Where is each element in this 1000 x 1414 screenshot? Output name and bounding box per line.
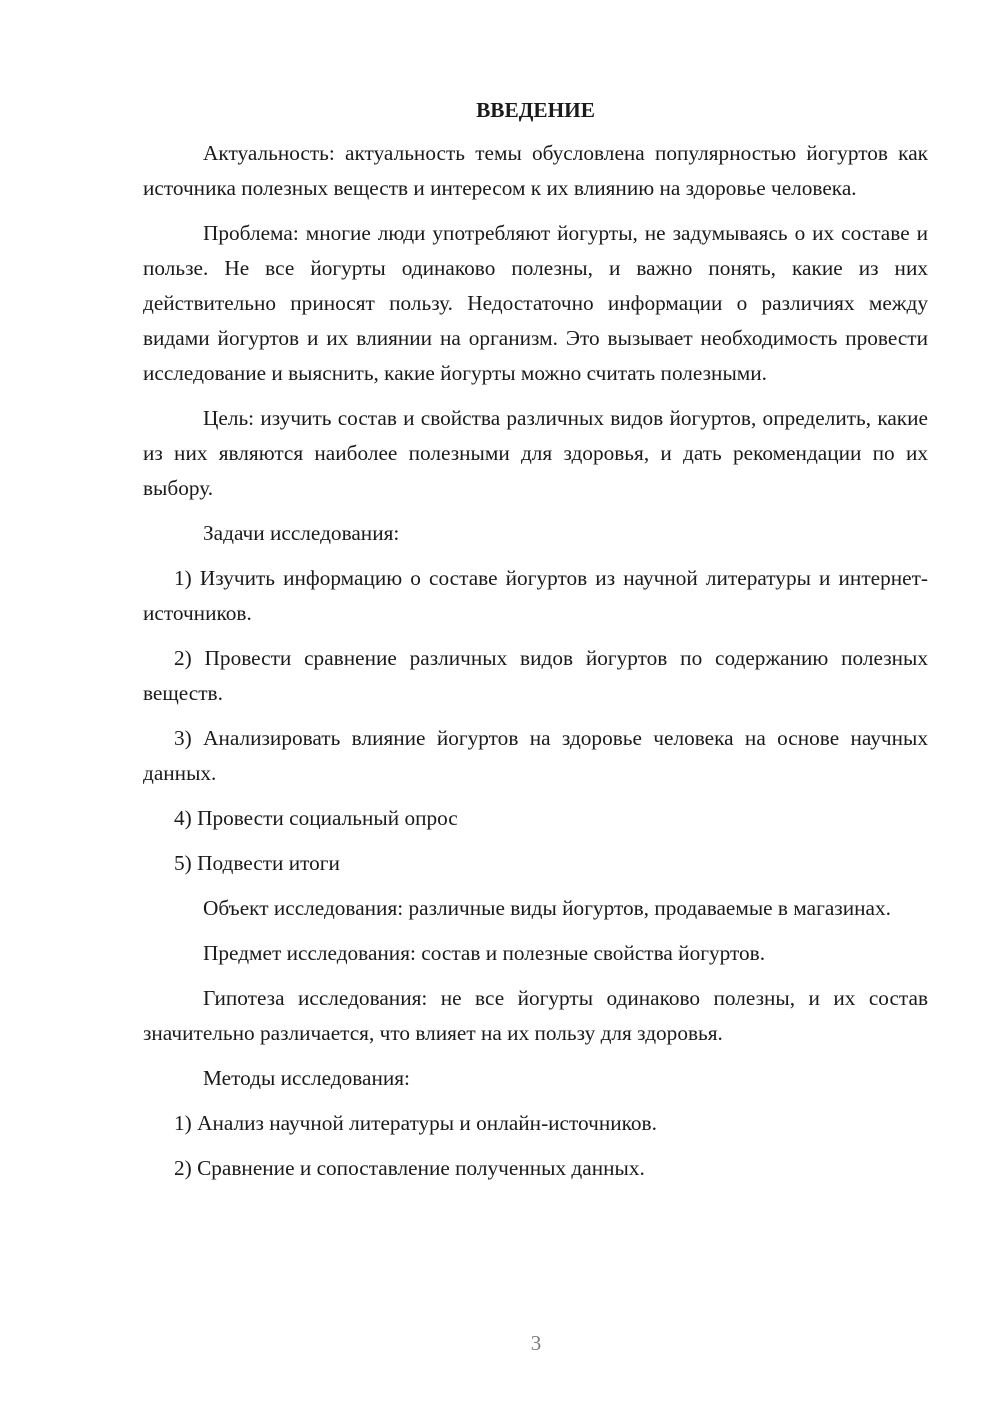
subject-paragraph: Предмет исследования: состав и полезные свойства йогуртов.	[203, 941, 766, 965]
page-content	[143, 94, 928, 1196]
object-paragraph: Объект исследования: различные виды йогуртов, продаваемые в магазинах.	[203, 896, 891, 920]
method-item: 1) Анализ научной литературы и онлайн-источников.	[174, 1111, 657, 1135]
task-item: 2) Провести сравнение различных видов йогуртов по содержанию полезных веществ.	[143, 646, 928, 705]
methods-title: Методы исследования:	[203, 1066, 410, 1090]
task-item: 3) Анализировать влияние йогуртов на здоровье человека на основе научных данных.	[143, 726, 928, 785]
goal-paragraph: Цель: изучить состав и свойства различных видов йогуртов, определить, какие из них являются наиболее полезными для здоровья, и дать рекомендации по их выбору.	[143, 406, 928, 500]
task-item: 4) Провести социальный опрос	[174, 806, 458, 830]
section-heading: ВВЕДЕНИЕ	[476, 98, 595, 122]
page-number: 3	[530, 1331, 542, 1355]
method-item: 2) Сравнение и сопоставление полученных данных.	[174, 1156, 645, 1180]
relevance-paragraph: Актуальность: актуальность темы обусловлена популярностью йогуртов как источника полезных веществ и интересом к их влиянию на здоровье человека.	[143, 141, 928, 200]
tasks-title: Задачи исследования:	[203, 521, 400, 545]
task-item: 1) Изучить информацию о составе йогуртов из научной литературы и интернет-источников.	[143, 566, 928, 625]
problem-paragraph: Проблема: многие люди употребляют йогурты, не задумываясь о их составе и пользе. Не все йогурты одинаково полезны, и важно понять, какие из них действительно приносят пользу. Недостаточно информации о различиях между видами йогуртов и их влиянии на организм. Это вызывает необходимость провести исследование и выяснить, какие йогурты можно считать полезными.	[143, 221, 928, 385]
task-item: 5) Подвести итоги	[174, 851, 340, 875]
hypothesis-paragraph: Гипотеза исследования: не все йогурты одинаково полезны, и их состав значительно различается, что влияет на их пользу для здоровья.	[143, 986, 928, 1045]
